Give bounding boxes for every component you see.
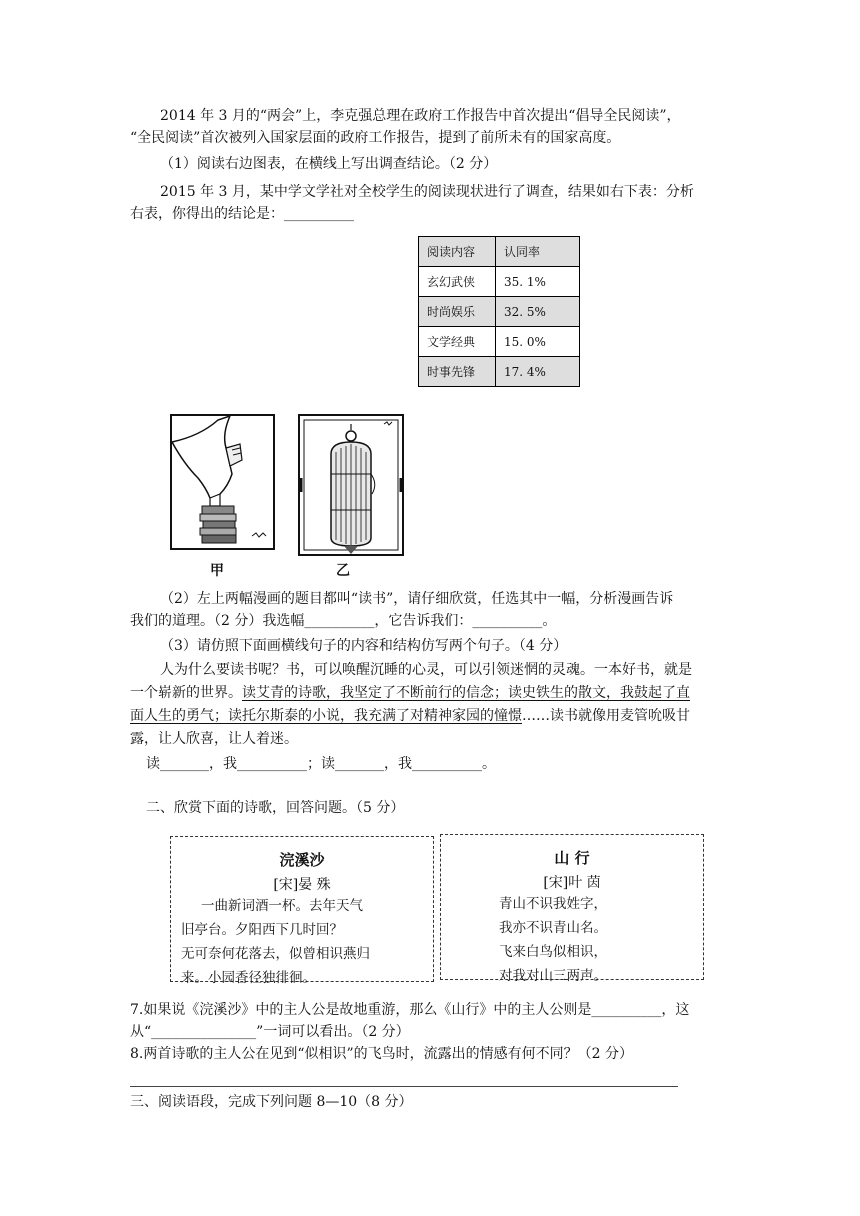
underlined-sentence: 面人生的勇气；读托尔斯泰的小说，我充满了对精神家园的憧憬 (130, 708, 522, 724)
table-row (419, 297, 580, 327)
survey-paragraph-line: 右表，你得出的结论是：__________ (130, 206, 354, 222)
question-7-line: 7.如果说《浣溪沙》中的主人公是故地重游，那么《山行》中的主人公则是__________，这 (130, 1002, 690, 1018)
passage-line: 露，让人欣喜，让人着迷。 (130, 731, 298, 747)
poem-title: 浣溪沙 (279, 851, 325, 869)
table-row (419, 327, 580, 357)
poem-line: 我亦不识青山名。 (499, 920, 607, 936)
comic-left-reading-illustration (170, 414, 275, 550)
table-header-cell: 认同率 (496, 237, 580, 267)
comic-right-scroll-illustration (298, 414, 404, 556)
passage-line (130, 705, 690, 727)
table-row (419, 357, 580, 387)
intro-paragraph-line: 2014 年 3 月的“两会”上，李克强总理在政府工作报告中首次提出“倡导全民阅读”， (160, 108, 681, 124)
answer-line[interactable] (130, 1086, 678, 1087)
passage-text: 一个崭新的世界。 (130, 685, 242, 701)
poem-box-huanxisha (170, 836, 434, 986)
table-cell: 时事先锋 (419, 357, 496, 387)
survey-paragraph-line: 2015 年 3 月，某中学文学社对全校学生的阅读现状进行了调查，结果如右下表：分析 (160, 184, 694, 200)
section-2-heading: 二、欣赏下面的诗歌，回答问题。（5 分） (146, 800, 405, 816)
poem-line: 无可奈何花落去，似曾相识燕归 (181, 946, 370, 962)
table-row (419, 267, 580, 297)
underlined-sentence: 读艾青的诗歌，我坚定了不断前行的信念；读史铁生的散文，我鼓起了直 (242, 685, 690, 701)
question-3-prompt: （3）请仿照下面画横线句子的内容和结构仿写两个句子。（4 分） (160, 638, 568, 654)
question-1-prompt: （1）阅读右边图表，在横线上写出调查结论。（2 分） (160, 156, 498, 172)
question-2-line: （2）左上两幅漫画的题目都叫“读书”，请仔细欣赏，任选其中一幅，分析漫画告诉 (160, 591, 674, 607)
section-3-heading: 三、阅读语段，完成下列问题 8—10（8 分） (130, 1094, 413, 1110)
passage-text: ……读书就像用麦管吮吸甘 (522, 708, 690, 724)
table-cell: 15. 0% (496, 327, 580, 357)
poem-title: 山 行 (554, 849, 590, 867)
poem-line: 青山不识我姓字， (499, 896, 607, 912)
comic-right-caption: 乙 (336, 563, 350, 579)
poem-line: 来。小园香径独徘徊。 (181, 970, 316, 986)
poem-line: 对我对山三两声。 (499, 968, 607, 984)
survey-table (418, 236, 580, 387)
poem-box-shanxing (440, 834, 704, 984)
table-cell: 32. 5% (496, 297, 580, 327)
poem-line: 旧亭台。夕阳西下几时回？ (181, 922, 343, 938)
question-7-line: 从“_______________”一词可以看出。（2 分） (130, 1024, 410, 1040)
comic-left-caption: 甲 (210, 563, 224, 579)
poem-author: [宋]叶 茵 (543, 875, 601, 891)
poem-line: 飞来白鸟似相识， (499, 944, 607, 960)
passage-line: 人为什么要读书呢？书，可以唤醒沉睡的心灵，可以引领迷惘的灵魂。一本好书，就是 (160, 662, 692, 678)
table-cell: 35. 1% (496, 267, 580, 297)
table-header-cell: 阅读内容 (419, 237, 496, 267)
intro-paragraph-line: “全民阅读”首次被列入国家层面的政府工作报告，提到了前所未有的国家高度。 (130, 130, 621, 146)
table-cell: 玄幻武侠 (419, 267, 496, 297)
question-2-line: 我们的道理。（2 分）我选幅__________，它告诉我们：__________。 (130, 613, 557, 629)
poem-line: 一曲新词酒一杯。去年天气 (201, 898, 363, 914)
passage-line (130, 682, 690, 704)
table-cell: 17. 4% (496, 357, 580, 387)
table-cell: 文学经典 (419, 327, 496, 357)
answer-template-line: 读_______，我__________；读_______，我__________。 (146, 756, 496, 772)
question-8-prompt: 8.两首诗歌的主人公在见到“似相识”的飞鸟时，流露出的情感有何不同？（2 分） (130, 1046, 634, 1062)
table-cell: 时尚娱乐 (419, 297, 496, 327)
table-header-row (419, 237, 580, 267)
poem-author: [宋]晏 殊 (273, 877, 331, 893)
